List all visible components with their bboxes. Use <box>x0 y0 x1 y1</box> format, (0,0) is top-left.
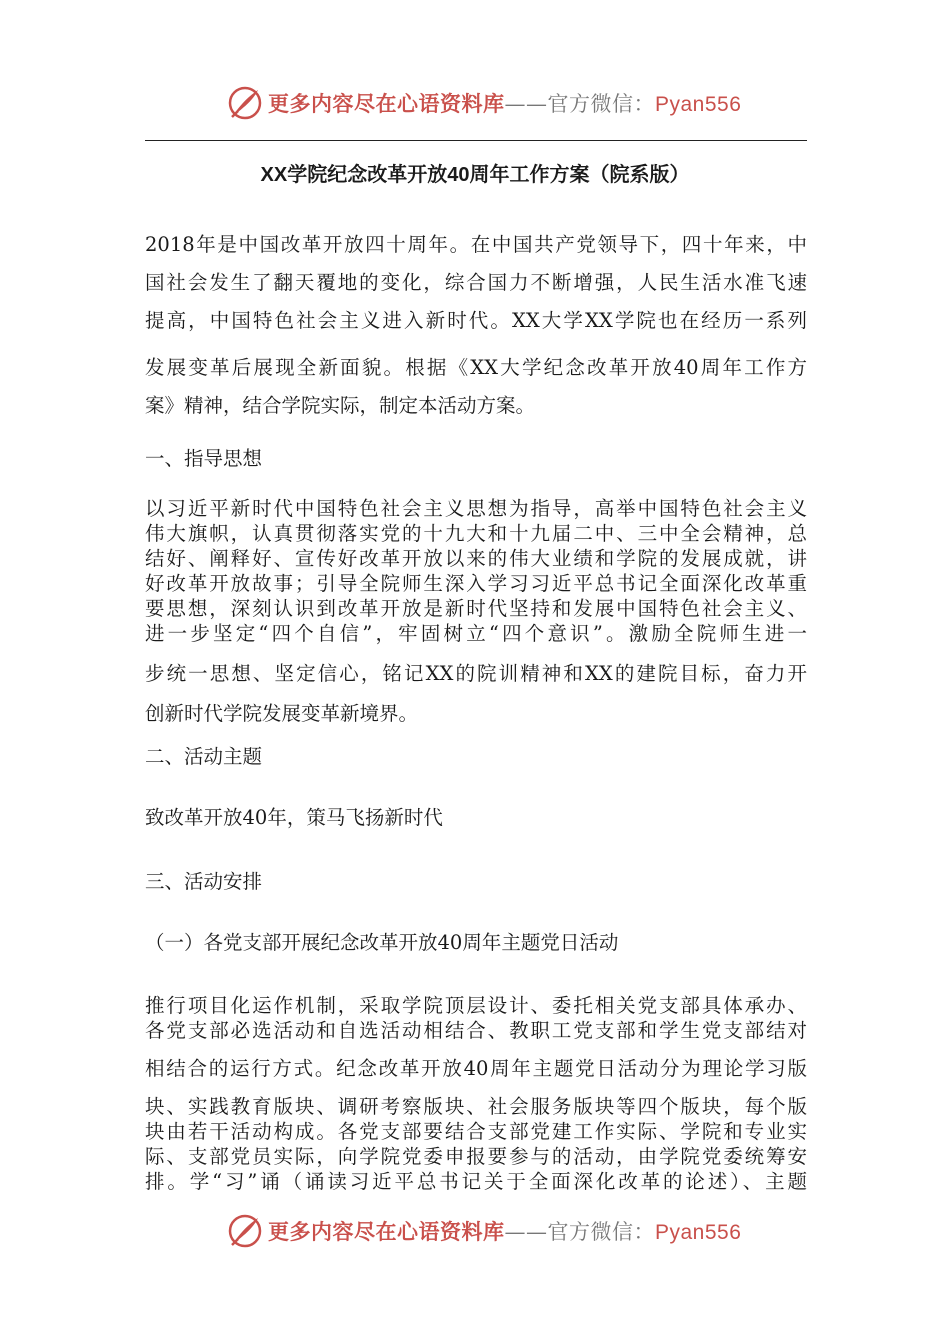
banner-site-name: 更多内容尽在心语资料库 <box>268 91 505 116</box>
activity-theme-text: 致改革开放40年，策马飞扬新时代 <box>145 806 443 829</box>
section-heading-activity-arrangement: 三、活动安排 <box>145 870 263 893</box>
paragraph-line: 推行项目化运作机制，采取学院顶层设计、委托相关党支部具体承办、 <box>145 994 807 1017</box>
paragraph-line: 好改革开放故事；引导全院师生深入学习习近平总书记全面深化改革重 <box>145 572 807 595</box>
quill-pen-icon <box>226 84 264 122</box>
paragraph-line: 相结合的运行方式。纪念改革开放40周年主题党日活动分为理论学习版 <box>145 1057 807 1080</box>
document-title: XX学院纪念改革开放40周年工作方案（院系版） <box>260 164 690 186</box>
paragraph-line: 进一步坚定“四个自信”，牢固树立“四个意识”。激励全院师生进一 <box>145 622 807 645</box>
paragraph-line: 国社会发生了翻天覆地的变化，综合国力不断增强，人民生活水准飞速 <box>145 271 807 294</box>
banner-text <box>268 88 741 118</box>
paragraph-line: 块、实践教育版块、调研考察版块、社会服务版块等四个版块，每个版 <box>145 1095 807 1118</box>
paragraph-line: 际、支部党员实际，向学院党委申报要参与的活动，由学院党委统筹安 <box>145 1145 807 1168</box>
header-watermark-banner <box>0 78 950 128</box>
paragraph-line: 排。学“习”诵（诵读习近平总书记关于全面深化改革的论述）、主题 <box>145 1170 807 1193</box>
subsection-heading-party-day: （一）各党支部开展纪念改革开放40周年主题党日活动 <box>145 931 619 954</box>
banner-wechat-label: 官方微信： <box>547 1220 655 1244</box>
section-heading-guiding-thought: 一、指导思想 <box>145 447 263 470</box>
banner-wechat-id: Pyan556 <box>655 93 742 116</box>
paragraph-line: 步统一思想、坚定信心，铭记XX的院训精神和XX的建院目标，奋力开 <box>145 662 807 685</box>
paragraph-line: 提高，中国特色社会主义进入新时代。XX大学XX学院也在经历一系列 <box>145 309 807 332</box>
quill-pen-icon <box>226 1212 264 1250</box>
party-day-paragraph <box>145 993 807 1194</box>
paragraph-line: 各党支部必选活动和自选活动相结合、教职工党支部和学生党支部结对 <box>145 1019 807 1042</box>
paragraph-line: 要思想，深刻认识到改革开放是新时代坚持和发展中国特色社会主义、 <box>145 597 807 620</box>
paragraph-line: 伟大旗帜，认真贯彻落实党的十九大和十九届二中、三中全会精神，总 <box>145 522 807 545</box>
section-heading-activity-theme: 二、活动主题 <box>145 745 263 768</box>
header-divider <box>145 140 807 141</box>
banner-wechat-label: 官方微信： <box>547 92 655 116</box>
intro-paragraph <box>145 232 807 418</box>
guiding-thought-paragraph <box>145 496 807 726</box>
paragraph-line: 创新时代学院发展变革新境界。 <box>145 702 419 725</box>
paragraph-line: 案》精神，结合学院实际，制定本活动方案。 <box>145 394 536 417</box>
paragraph-line: 发展变革后展现全新面貌。根据《XX大学纪念改革开放40周年工作方 <box>145 356 807 379</box>
banner-wechat-id: Pyan556 <box>655 1221 742 1244</box>
paragraph-line: 以习近平新时代中国特色社会主义思想为指导，高举中国特色社会主义 <box>145 497 807 520</box>
banner-dash: —— <box>504 1220 548 1244</box>
paragraph-line: 2018年是中国改革开放四十周年。在中国共产党领导下，四十年来，中 <box>145 233 807 256</box>
banner-text <box>268 1216 741 1246</box>
banner-dash: —— <box>504 92 548 116</box>
paragraph-line: 结好、阐释好、宣传好改革开放以来的伟大业绩和学院的发展成就，讲 <box>145 547 807 570</box>
paragraph-line: 块由若干活动构成。各党支部要结合支部党建工作实际、学院和专业实 <box>145 1120 807 1143</box>
footer-watermark-banner <box>0 1206 950 1256</box>
banner-site-name: 更多内容尽在心语资料库 <box>268 1219 505 1244</box>
